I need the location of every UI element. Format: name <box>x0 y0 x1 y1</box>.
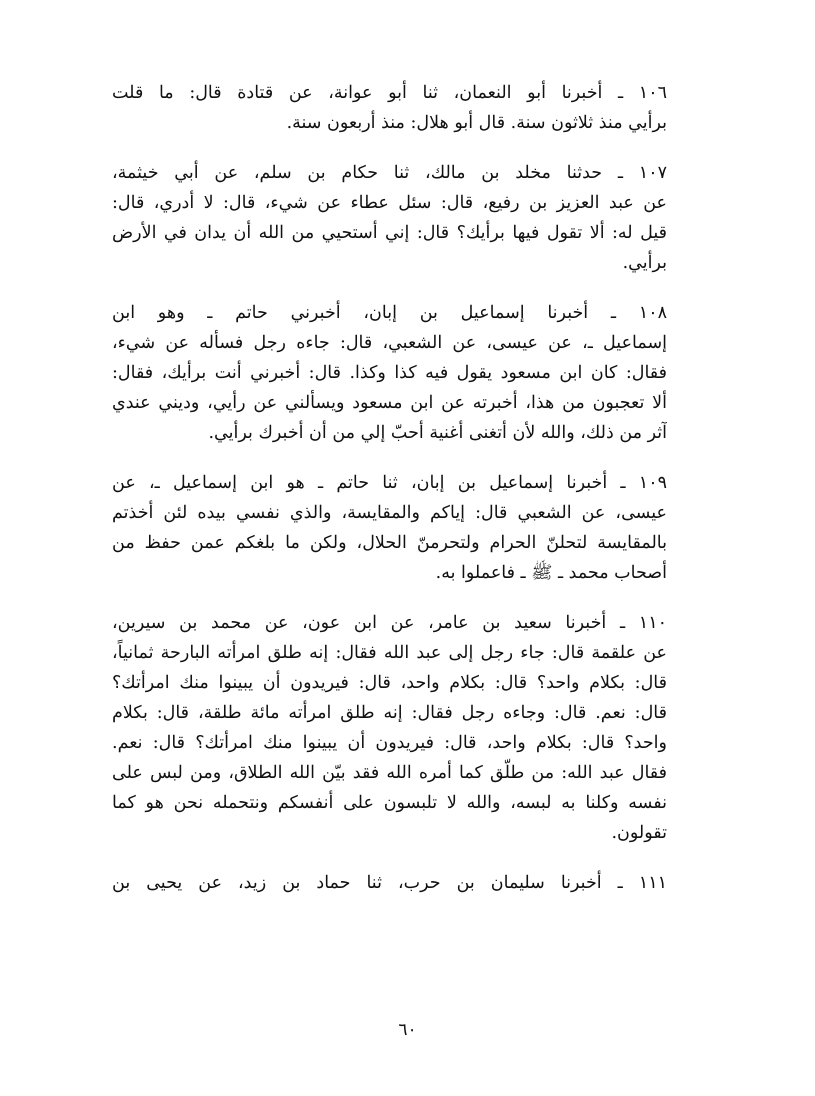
page-body <box>112 78 667 918</box>
entry-line: أصحاب محمد ـ ﷺ ـ فاعملوا به. <box>435 563 667 583</box>
entry-line: فقال: كان ابن مسعود يقول فيه كذا وكذا. قال: أخبرني أنت برأيك، فقال: <box>112 363 667 383</box>
entry-line: عن عبد العزيز بن رفيع، قال: سئل عطاء عن شيء، قال: لا أدري، قال: <box>112 193 667 213</box>
entry-line: ١٠٨ ـ أخبرنا إسماعيل بن إبان، أخبرني حاتم ـ وهو ابن <box>112 303 667 323</box>
entry-line: قال: بكلام واحد؟ قال: بكلام واحد، قال: فيريدون أن يبينوا منك امرأتك؟ <box>112 673 667 693</box>
entry-line: تقولون. <box>611 823 667 843</box>
entry-line: قال: نعم. قال: وجاءه رجل فقال: إنه طلق امرأته مائة طلقة، قال: بكلام <box>112 703 667 723</box>
entry-line: ألا تعجبون من هذا، أخبرته عن ابن مسعود ويسألني عن رأيي، وديني عندي <box>112 393 667 413</box>
entry-line: ١١٠ ـ أخبرنا سعيد بن عامر، عن ابن عون، عن محمد بن سيرين، <box>112 613 667 633</box>
entry-106 <box>112 78 667 138</box>
entry-109 <box>112 468 667 588</box>
entry-line: برأيي. <box>622 253 667 273</box>
entry-line: برأيي منذ ثلاثون سنة. قال أبو هلال: منذ أربعون سنة. <box>286 113 667 133</box>
entry-line: عن علقمة قال: جاء رجل إلى عبد الله فقال: إنه طلق امرأته البارحة ثمانياً، <box>112 643 667 663</box>
entry-108 <box>112 298 667 448</box>
entry-line: ١٠٧ ـ حدثنا مخلد بن مالك، ثنا حكام بن سلم، عن أبي خيثمة، <box>112 163 667 183</box>
entry-line: ١١١ ـ أخبرنا سليمان بن حرب، ثنا حماد بن زيد، عن يحيى بن <box>112 873 667 893</box>
entry-line: آثر من ذلك، والله لأن أتغنى أغنية أحبّ إلي من أن أخبرك برأيي. <box>208 423 667 443</box>
entry-line: قيل له: ألا تقول فيها برأيك؟ قال: إني أستحيي من الله أن يدان في الأرض <box>112 223 667 243</box>
entry-line: نفسه وكلنا به لبسه، والله لا تلبسون على أنفسكم ونتحمله نحن هو كما <box>112 793 667 813</box>
entry-line: بالمقايسة لتحلنّ الحرام ولتحرمنّ الحلال، ولكن ما بلغكم عمن حفظ من <box>112 533 667 553</box>
entry-line: عيسى، عن الشعبي قال: إياكم والمقايسة، والذي نفسي بيده لئن أخذتم <box>112 503 667 523</box>
entry-line: فقال عبد الله: من طلّق كما أمره الله فقد بيّن الله الطلاق، ومن لبس على <box>112 763 667 783</box>
entry-107 <box>112 158 667 278</box>
entry-111 <box>112 868 667 898</box>
entry-line: ١٠٩ ـ أخبرنا إسماعيل بن إبان، ثنا حاتم ـ هو ابن إسماعيل ـ، عن <box>112 473 667 493</box>
entry-line: واحد؟ قال: بكلام واحد، قال: فيريدون أن يبينوا منك امرأتك؟ قال: نعم. <box>112 733 667 753</box>
page-number: ٦٠ <box>398 1020 417 1040</box>
entry-line: ١٠٦ ـ أخبرنا أبو النعمان، ثنا أبو عوانة، عن قتادة قال: ما قلت <box>112 83 667 103</box>
entry-110 <box>112 608 667 848</box>
entry-line: إسماعيل ـ، عن عيسى، عن الشعبي، قال: جاءه رجل فسأله عن شيء، <box>112 333 667 353</box>
